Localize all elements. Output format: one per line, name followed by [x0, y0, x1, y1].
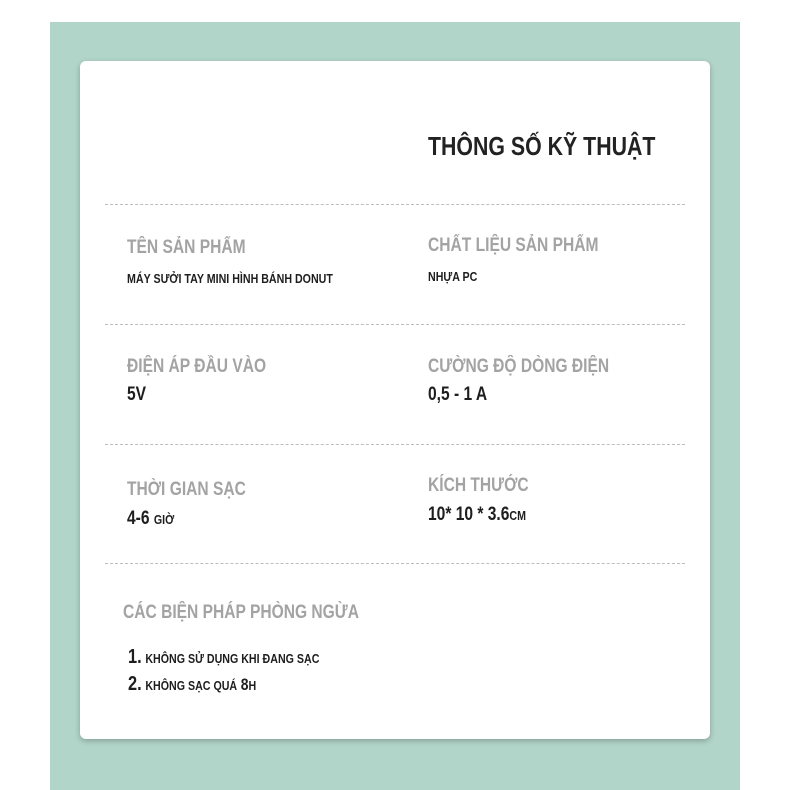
size-label: KÍCH THƯỚC [428, 475, 529, 496]
precaution-item [128, 646, 319, 669]
page-title: THÔNG SỐ KỸ THUẬT [428, 131, 656, 161]
precautions-label: CÁC BIỆN PHÁP PHÒNG NGỪA [123, 602, 359, 623]
charge-time-unit: GIỜ [153, 512, 175, 527]
precaution-text: KHÔNG SỬ DỤNG KHI ĐANG SẠC [145, 651, 320, 666]
precaution-item [128, 673, 256, 696]
spec-card [80, 61, 710, 739]
material-value: NHỰA PC [428, 269, 478, 284]
product-name-label: TÊN SẢN PHẨM [127, 237, 246, 258]
precaution-number: 1. [128, 646, 142, 668]
current-label: CƯỜNG ĐỘ DÒNG ĐIỆN [428, 356, 610, 377]
size-number: 10* 10 * 3.6 [428, 504, 510, 525]
precaution-hours-unit: H [248, 678, 257, 693]
input-voltage-value: 5V [127, 384, 147, 405]
precaution-text: KHÔNG SẠC QUÁ [145, 678, 238, 693]
material-label: CHẤT LIỆU SẢN PHẨM [428, 235, 599, 256]
charge-time-label: THỜI GIAN SẠC [127, 479, 246, 500]
divider [105, 563, 685, 564]
size-value [428, 504, 526, 526]
divider [105, 444, 685, 445]
divider [105, 204, 685, 205]
product-name-value: MÁY SƯỞI TAY MINI HÌNH BÁNH DONUT [127, 271, 333, 286]
charge-time-number: 4-6 [127, 508, 150, 529]
divider [105, 324, 685, 325]
input-voltage-label: ĐIỆN ÁP ĐẦU VÀO [127, 356, 267, 377]
charge-time-value [127, 508, 174, 530]
size-unit: CM [509, 508, 527, 523]
current-value: 0,5 - 1 A [428, 384, 488, 405]
precaution-number: 2. [128, 673, 142, 695]
precaution-hours: 8 [240, 675, 249, 694]
